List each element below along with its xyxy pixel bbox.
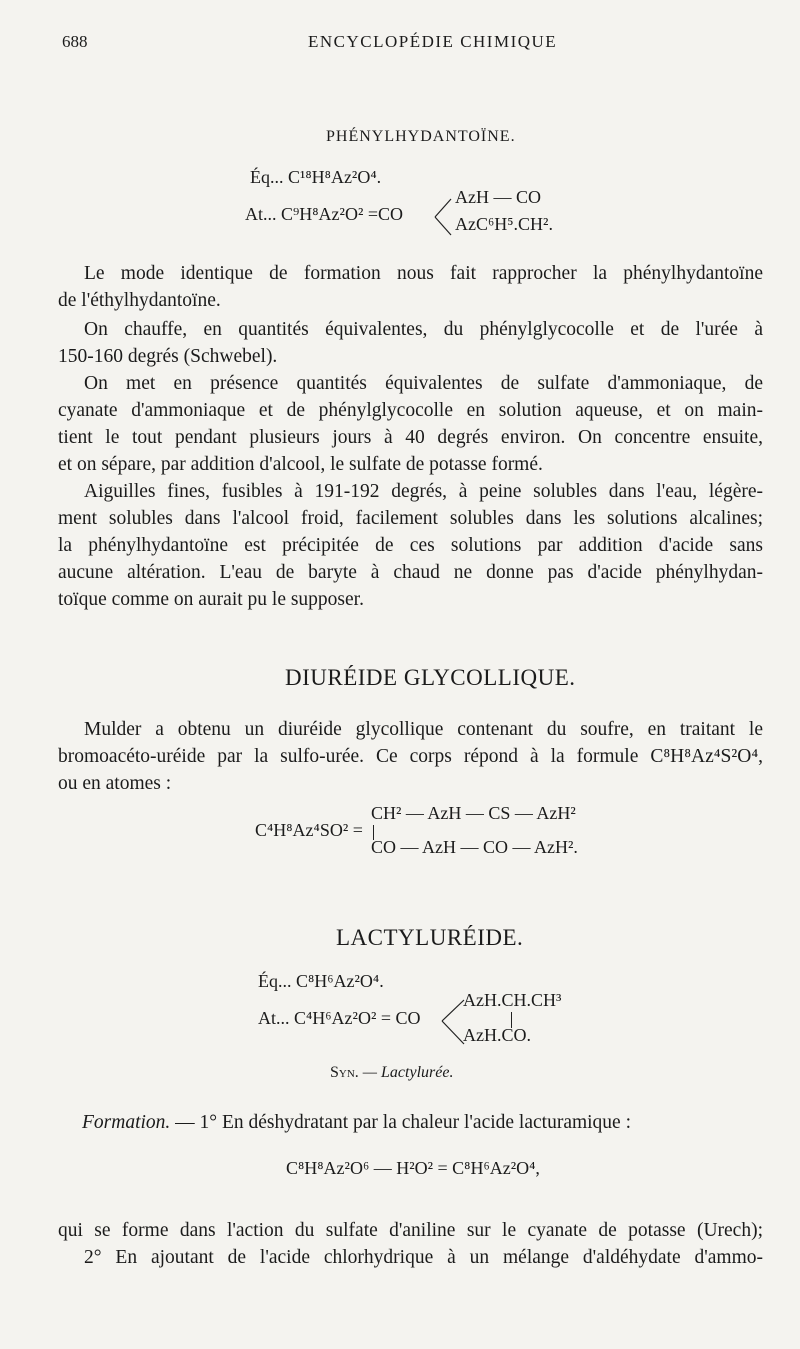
lactyl-at-top: AzH.CH.CH³ — [463, 990, 562, 1010]
lactyl-at-formula: At... C⁴H⁶Az²O² = CO — [258, 1008, 421, 1028]
paragraph-line: de l'éthylhydantoïne. — [58, 290, 221, 311]
diureide-formula-top: CH² — AzH — CS — AzH² — [371, 803, 576, 823]
section-title-phenylhydantoine: PHÉNYLHYDANTOÏNE. — [326, 128, 516, 145]
running-title: ENCYCLOPÉDIE CHIMIQUE — [308, 32, 558, 51]
paragraph-3 — [58, 370, 763, 478]
page-number: 688 — [62, 32, 88, 51]
paragraph-line: la phénylhydantoïne est précipitée de ces solutions par addition d'acide sans — [58, 535, 763, 556]
diureide-formula-bottom: CO — AzH — CO — AzH². — [371, 837, 578, 857]
paragraph-line: Le mode identique de formation nous fait rapprocher la phénylhydantoïne — [84, 263, 763, 284]
paragraph-line: On chauffe, en quantités équivalentes, du phénylglycocolle et de l'urée à — [84, 319, 763, 340]
paragraph-2 — [58, 316, 763, 370]
paragraph-line: ment solubles dans l'alcool froid, facilement solubles dans les solutions alcalines; — [58, 508, 763, 529]
paragraph-line: On met en présence quantités équivalentes de sulfate d'ammoniaque, de — [84, 373, 763, 394]
paragraph-diureide — [58, 716, 763, 797]
paragraph-line: Aiguilles fines, fusibles à 191-192 degrés, à peine solubles dans l'eau, légère- — [84, 481, 763, 502]
formation-line — [82, 1112, 631, 1134]
paragraph-line: tient le tout pendant plusieurs jours à 40 degrés environ. On concentre ensuite, — [58, 427, 763, 448]
formation-label: Formation. — [82, 1112, 171, 1133]
paragraph-line: 150-160 degrés (Schwebel). — [58, 346, 278, 367]
paragraph-4 — [58, 478, 763, 613]
synonym-line — [330, 1064, 453, 1082]
synonym-label: Syn. — [330, 1064, 359, 1081]
structure-branch-lines — [433, 195, 453, 239]
section-title-diureide: DIURÉIDE GLYCOLLIQUE. — [285, 665, 576, 690]
at-formula-bottom-branch: AzC⁶H⁵.CH². — [455, 214, 553, 234]
at-formula-top-branch: AzH — CO — [455, 187, 541, 207]
lactyl-equation: C⁸H⁸Az²O⁶ — H²O² = C⁸H⁶Az²O⁴, — [286, 1158, 540, 1178]
paragraph-line: aucune altération. L'eau de baryte à chaud ne donne pas d'acide phénylhydan- — [58, 562, 763, 583]
paragraph-line: et on sépare, par addition d'alcool, le sulfate de potasse formé. — [58, 454, 543, 475]
paragraph-lactyl-tail — [58, 1217, 763, 1271]
paragraph-line: bromoacéto-uréide par la sulfo-urée. Ce corps répond à la formule C⁸H⁸Az⁴S²O⁴, — [58, 746, 763, 767]
at-formula: At... C⁹H⁸Az²O² =CO — [245, 204, 403, 224]
diureide-formula-left: C⁴H⁸Az⁴SO² = — [255, 820, 363, 840]
paragraph-line: qui se forme dans l'action du sulfate d'aniline sur le cyanate de potasse (Urech); — [58, 1220, 763, 1241]
paragraph-line: 2° En ajoutant de l'acide chlorhydrique à un mélange d'aldéhydate d'ammo- — [84, 1247, 763, 1268]
paragraph-line: Mulder a obtenu un diuréide glycollique contenant du soufre, en traitant le — [84, 719, 763, 740]
lactyl-eq-formula: Éq... C⁸H⁶Az²O⁴. — [258, 971, 384, 991]
eq-formula: Éq... C¹⁸H⁸Az²O⁴. — [250, 167, 382, 187]
section-title-lactylureide: LACTYLURÉIDE. — [336, 925, 524, 950]
lactyl-at-bottom: AzH.CO. — [463, 1025, 531, 1045]
formation-text: — 1° En déshydratant par la chaleur l'acide lacturamique : — [175, 1112, 632, 1133]
synonym-text: — Lactylurée. — [362, 1064, 454, 1081]
paragraph-line: toïque comme on aurait pu le supposer. — [58, 589, 364, 610]
paragraph-1 — [58, 260, 763, 314]
paragraph-line: ou en atomes : — [58, 773, 172, 794]
paragraph-line: cyanate d'ammoniaque et de phénylglycocolle en solution aqueuse, et on main- — [58, 400, 763, 421]
